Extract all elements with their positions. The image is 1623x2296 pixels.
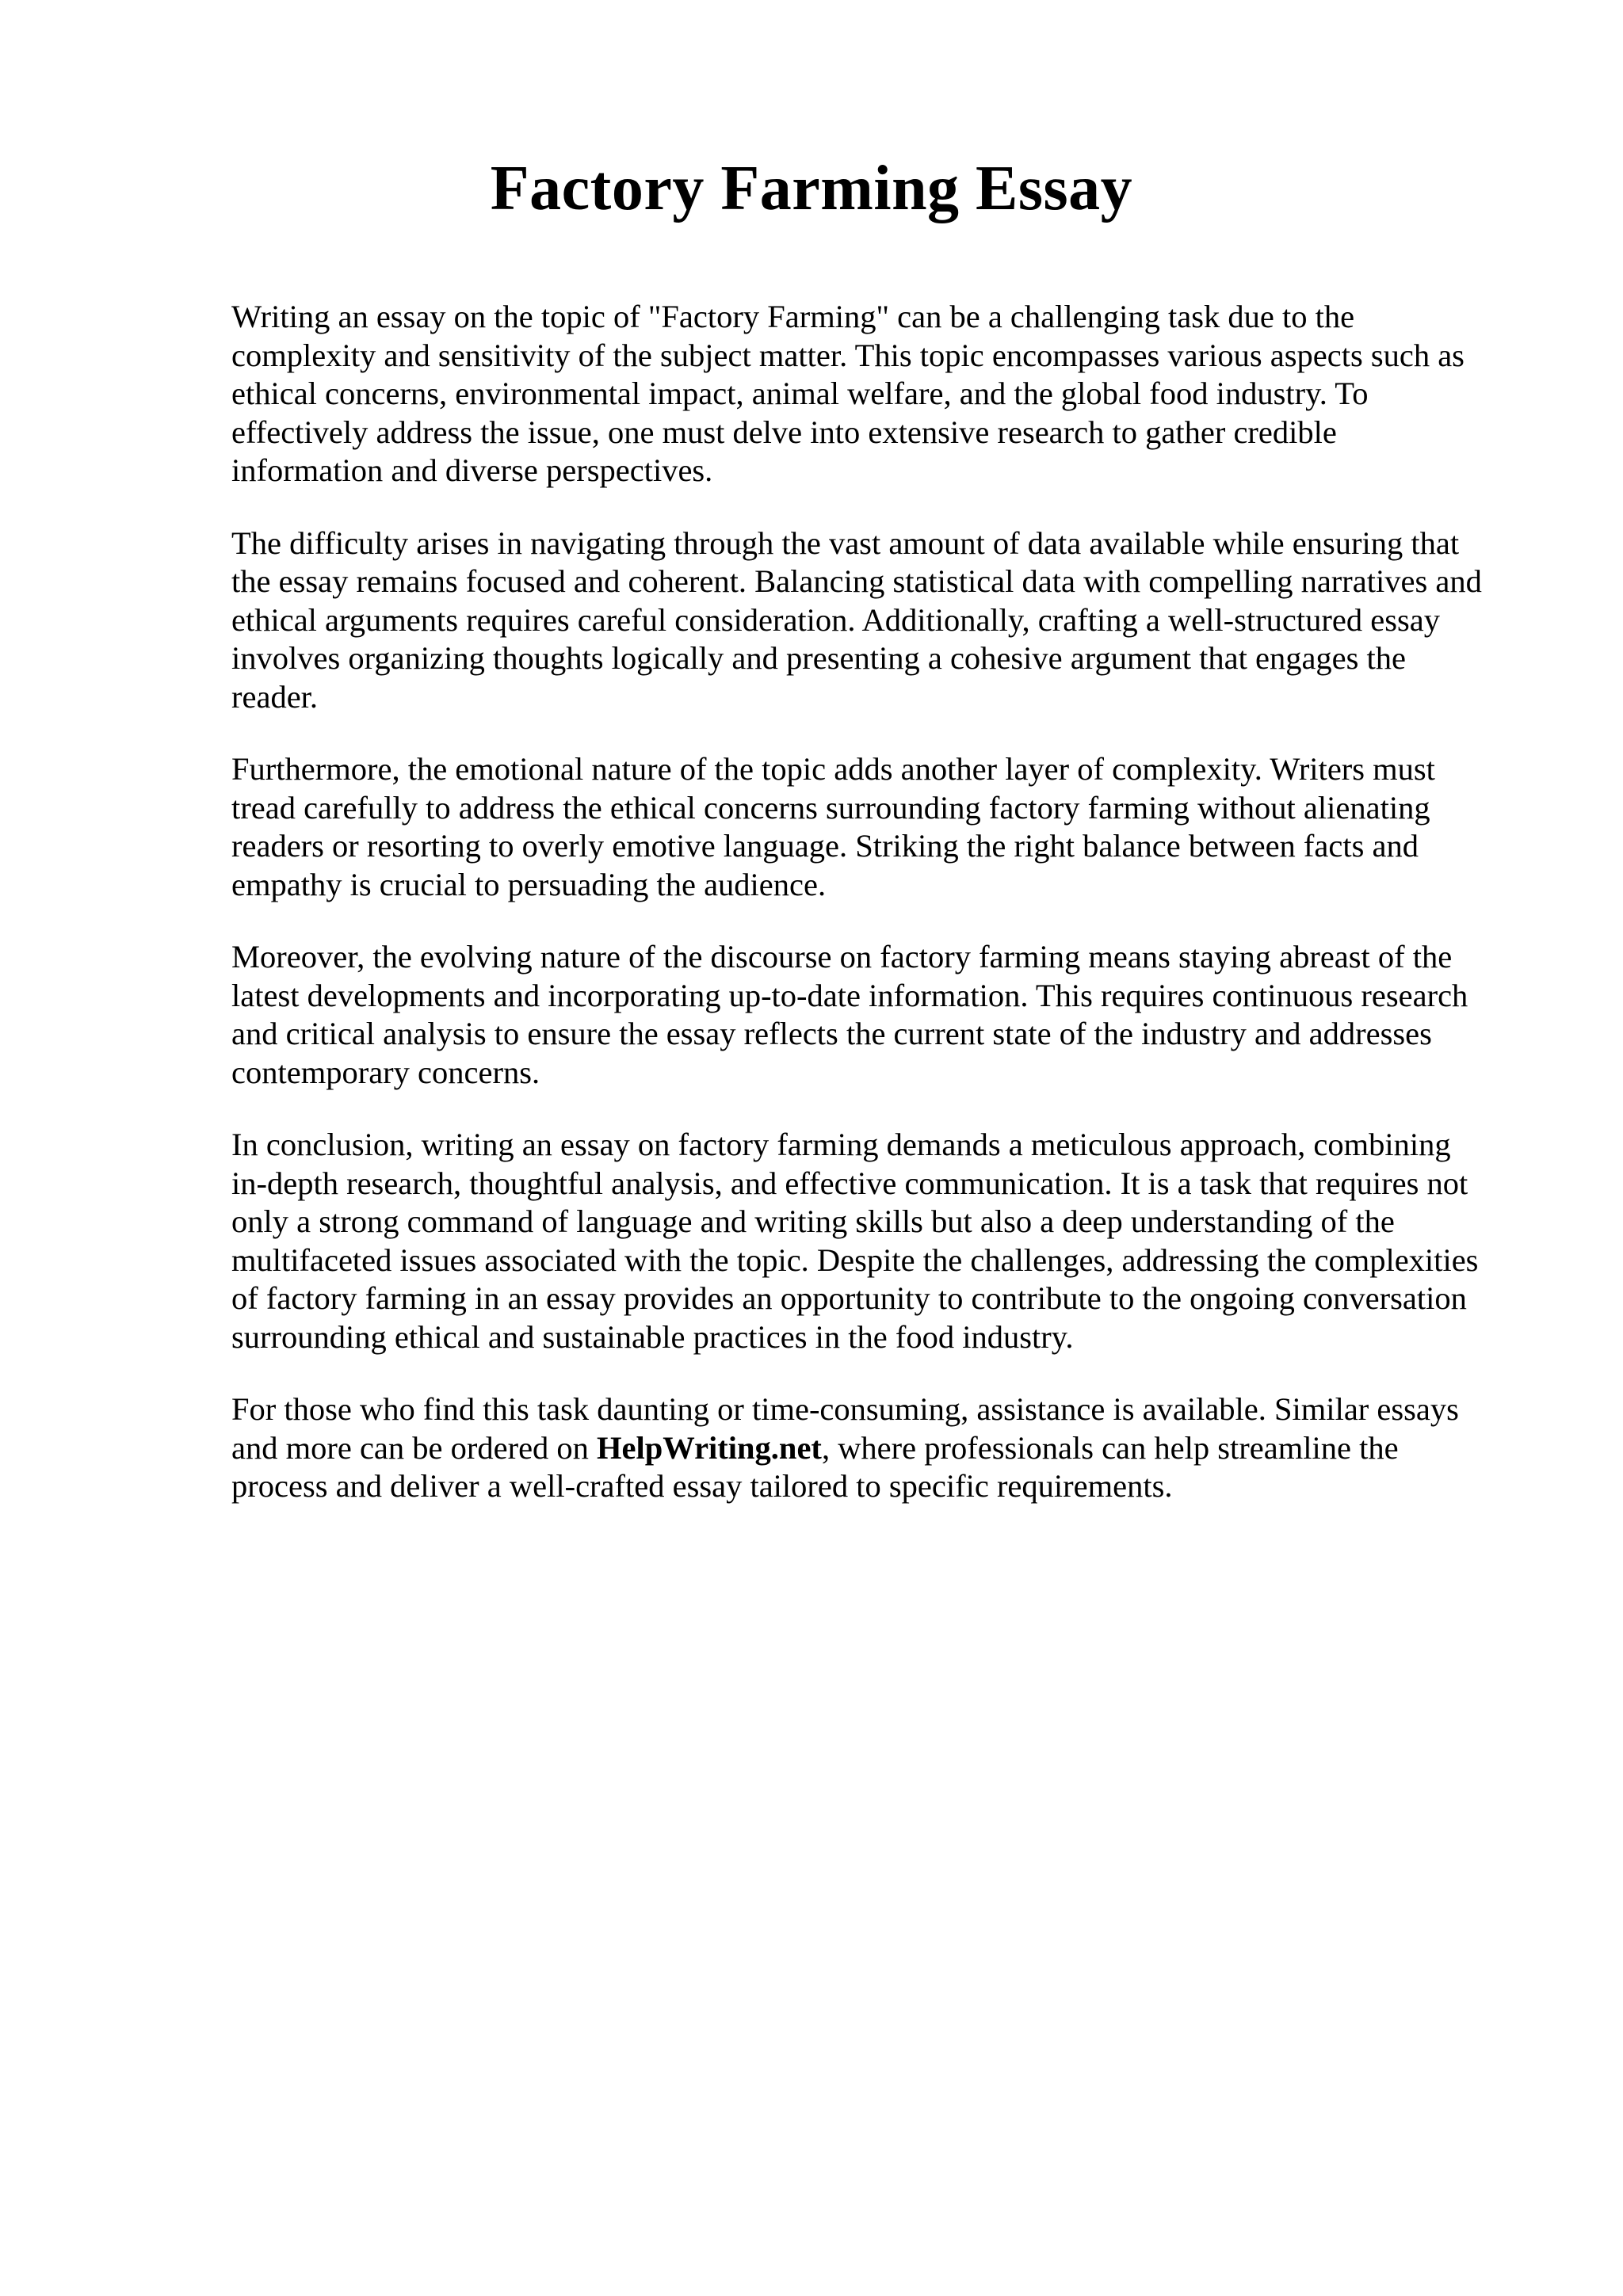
text-line: and critical analysis to ensure the essay reflects the current state of the industry and addresses (231, 1016, 1432, 1051)
text-line: in-depth research, thoughtful analysis, and effective communication. It is a task that requires not (231, 1165, 1468, 1201)
text-line: multifaceted issues associated with the topic. Despite the challenges, addressing the complexities (231, 1241, 1479, 1278)
text-line: For those who find this task daunting or time-consuming, assistance is available. Similar essays (231, 1391, 1459, 1427)
text-line: information and diverse perspectives. (231, 452, 713, 488)
text-line: The difficulty arises in navigating through the vast amount of data available while ensuring that (231, 524, 1460, 561)
text-line: effectively address the issue, one must delve into extensive research to gather credible (231, 414, 1337, 450)
text-line: empathy is crucial to persuading the audience. (231, 866, 827, 902)
text-line (231, 1429, 1531, 1468)
text-line: In conclusion, writing an essay on factory farming demands a meticulous approach, combining (231, 1127, 1451, 1162)
closing-paragraph (231, 1390, 1531, 1506)
text-line: process and deliver a well-crafted essay tailored to specific requirements. (231, 1468, 1173, 1504)
text-line: Furthermore, the emotional nature of the topic adds another layer of complexity. Writers must (231, 751, 1435, 787)
text-line: of factory farming in an essay provides an opportunity to contribute to the ongoing conversation (231, 1280, 1467, 1316)
closing-text-before-link: and more can be ordered on (231, 1429, 598, 1466)
text-line: ethical arguments requires careful consideration. Additionally, crafting a well-structured essay (231, 601, 1440, 638)
closing-text-after-link: , where professionals can help streamline the (821, 1429, 1399, 1466)
paragraph-5 (231, 1126, 1531, 1356)
text-line: tread carefully to address the ethical concerns surrounding factory farming without alienating (231, 789, 1430, 826)
text-line: readers or resorting to overly emotive language. Striking the right balance between facts and (231, 828, 1419, 864)
page-title: Factory Farming Essay (490, 154, 1133, 223)
text-line: Moreover, the evolving nature of the discourse on factory farming means staying abreast of the (231, 939, 1453, 974)
paragraph-1 (231, 298, 1531, 490)
text-line: complexity and sensitivity of the subject matter. This topic encompasses various aspects such as (231, 337, 1465, 373)
paragraph-4 (231, 938, 1531, 1092)
text-line: reader. (231, 678, 319, 715)
text-line: ethical concerns, environmental impact, animal welfare, and the global food industry. To (231, 376, 1369, 411)
text-line: contemporary concerns. (231, 1054, 540, 1090)
text-line: surrounding ethical and sustainable practices in the food industry. (231, 1318, 1074, 1355)
text-line: involves organizing thoughts logically and presenting a cohesive argument that engages the (231, 640, 1407, 676)
text-line: the essay remains focused and coherent. Balancing statistical data with compelling narratives and (231, 563, 1482, 599)
text-line: latest developments and incorporating up-to-date information. This requires continuous research (231, 977, 1468, 1013)
paragraph-3 (231, 750, 1531, 904)
paragraph-2 (231, 524, 1531, 717)
helpwriting-link[interactable]: HelpWriting.net (597, 1429, 822, 1466)
essay-body (231, 298, 1531, 1540)
text-line: only a strong command of language and writing skills but also a deep understanding of the (231, 1203, 1395, 1239)
text-line: Writing an essay on the topic of "Factory Farming" can be a challenging task due to the (231, 299, 1355, 334)
